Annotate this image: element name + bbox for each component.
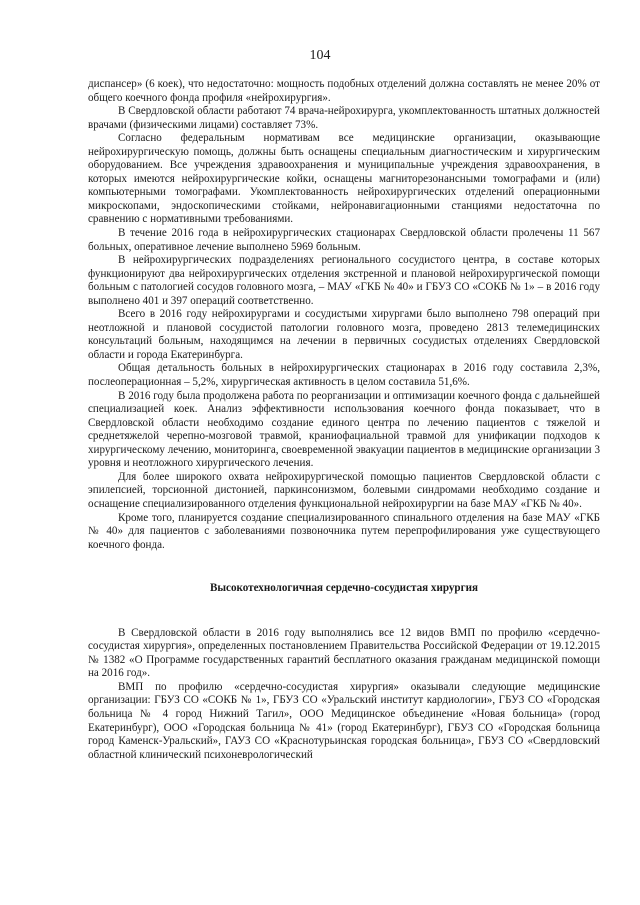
- paragraph: В 2016 году была продолжена работа по реорганизации и оптимизации коечного фонда с дальнейшей специализацией коек. Анализ эффективности использования коечного фонда показывает, что в Свердловской области необходимо создание единого центра по лечению пациентов с тяжелой и среднетяжелой черепно-мозговой травмой, краниофациальной травмой для унификации подходов к хирургическому лечению, мониторинга, своевременной эвакуации пациентов в медицинские организации 3 уровня и неотложного хирургического лечения.: [88, 389, 600, 470]
- paragraph-group-1: [88, 78, 600, 552]
- paragraph: диспансер» (6 коек), что недостаточно: мощность подобных отделений должна составлять не менее 20% от общего коечного фонда профиля «нейрохирургия».: [88, 78, 600, 104]
- paragraph: В нейрохирургических подразделениях регионального сосудистого центра, в составе которых функционируют два нейрохирургических отделения экстренной и плановой нейрохирургической помощи больным с патологией сосудов головного мозга, – МАУ «ГКБ № 40» и ГБУЗ СО «СОКБ № 1» – в 2016 году выполнено 401 и 397 операций соответственно.: [88, 254, 600, 307]
- paragraph: В течение 2016 года в нейрохирургических стационарах Свердловской области пролечены 11 567 больных, оперативное лечение выполнено 5969 больным.: [88, 227, 600, 253]
- paragraph: Общая детальность больных в нейрохирургических стационарах в 2016 году составила 2,3%, послеоперационная – 5,2%, хирургическая активность в целом составила 51,6%.: [88, 362, 600, 389]
- paragraph: Всего в 2016 году нейрохирургами и сосудистыми хирургами было выполнено 798 операций при неотложной и плановой сосудистой патологии головного мозга, проведено 2813 телемедицинских консультаций больным, находящимся на лечении в первичных сосудистых отделениях Свердловской области и города Екатеринбурга.: [88, 308, 600, 361]
- page-number: 104: [309, 48, 331, 63]
- paragraph: Согласно федеральным нормативам все медицинские организации, оказывающие нейрохирургическую помощь, должны быть оснащены специальным диагностическим и хирургическим оборудованием. Все учреждения здравоохранения и муниципальные учреждения здравоохранения, в которых имеются нейрохирургические койки, оснащены магниторезонансными томографами и (или) компьютерными томографами. Укомплектованность нейрохирургических отделений операционными микроскопами, эндоскопическими стойками, нейронавигационными станциями недостаточна по сравнению с нормативными требованиями.: [88, 132, 600, 226]
- paragraph: Для более широкого охвата нейрохирургической помощью пациентов Свердловской области с эпилепсией, торсионной дистонией, паркинсонизмом, болевыми синдромами необходимо создание и оснащение специализированного отделения функциональной нейрохирургии на базе МАУ «ГКБ № 40».: [88, 470, 600, 510]
- section-heading: Высокотехнологичная сердечно-сосудистая хирургия: [209, 582, 479, 595]
- paragraph: ВМП по профилю «сердечно-сосудистая хирургия» оказывали следующие медицинские организации: ГБУЗ СО «СОКБ № 1», ГБУЗ СО «Уральский институт кардиологии», ГБУЗ СО «Городская больница № 4 город Нижний Тагил», ООО Медицинское объединение «Новая больница» (город Екатеринбург), ООО «Городская больница № 41» (город Екатеринбург), ГБУЗ СО «Городская больница город Каменск-Уральский», ГАУЗ СО «Краснотурьинская городская больница», ГБУЗ СО «Свердловский областной клинический психоневрологический: [88, 680, 600, 761]
- paragraph: В Свердловской области работают 74 врача-нейрохирурга, укомплектованность штатных должностей врачами (физическими лицами) составляет 73%.: [88, 105, 600, 131]
- body-text: [88, 78, 600, 762]
- paragraph: В Свердловской области в 2016 году выполнялись все 12 видов ВМП по профилю «сердечно-сосудистая хирургия», определенных постановлением Правительства Российской Федерации от 19.12.2015 № 1382 «О Программе государственных гарантий бесплатного оказания гражданам медицинской помощи на 2016 год».: [88, 626, 600, 680]
- paragraph: Кроме того, планируется создание специализированного спинального отделения на базе МАУ «ГКБ № 40» для пациентов с заболеваниями позвоночника путем перепрофилирования уже существующего коечного фонда.: [88, 511, 600, 551]
- paragraph-group-2: [88, 627, 600, 762]
